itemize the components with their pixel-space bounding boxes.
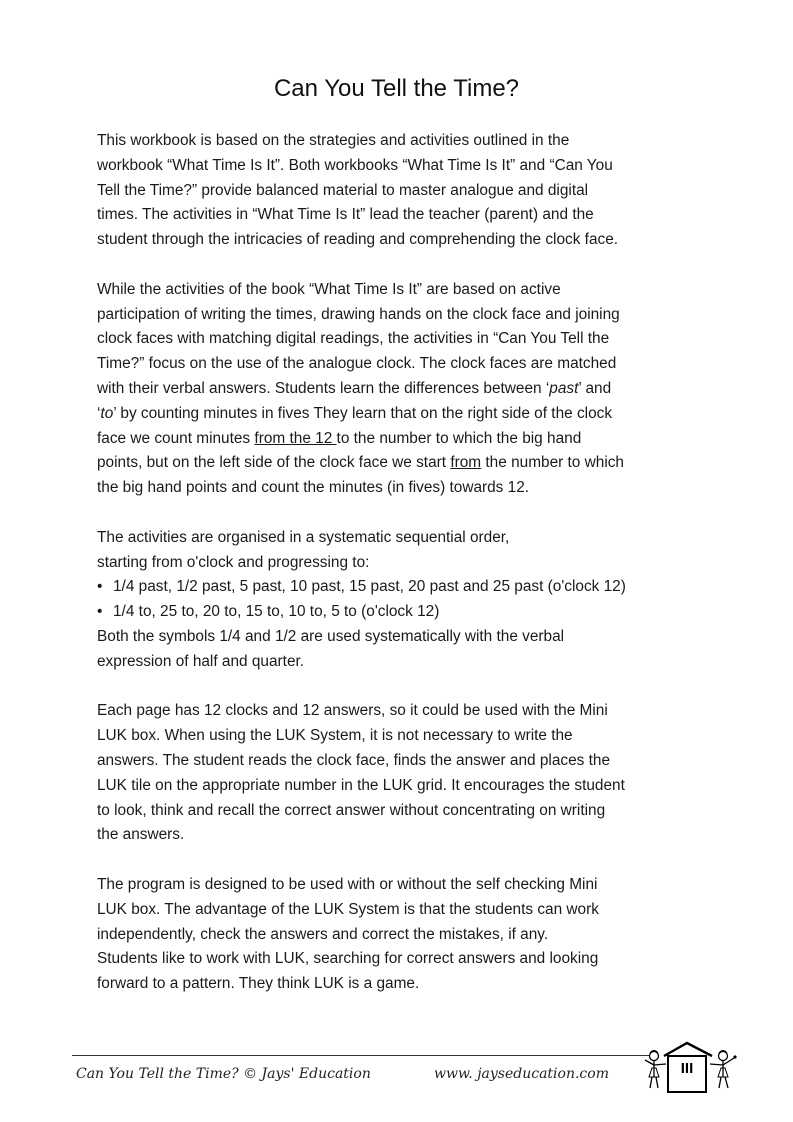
text-fragment: the number to which: [481, 454, 624, 472]
text-line: forward to a pattern. They think LUK is a game.: [97, 975, 420, 993]
bullet-text: 1/4 past, 1/2 past, 5 past, 10 past, 15 past, 20 past and 25 past (o'clock 12): [113, 578, 626, 596]
text-line: [97, 377, 707, 402]
italic-past: past: [549, 379, 579, 397]
text-line: expression of half and quarter.: [97, 652, 305, 670]
text-fragment: to the number to which the big hand: [336, 429, 582, 447]
text-line: LUK box. When using the LUK System, it is not necessary to write the: [97, 727, 573, 745]
text-line: participation of writing the times, drawing hands on the clock face and joining: [97, 305, 620, 323]
paragraph-intro: [97, 129, 707, 253]
bullet-item: [97, 600, 707, 625]
text-line: student through the intricacies of reading and comprehending the clock face.: [97, 231, 619, 249]
paragraph-sequence: [97, 526, 707, 675]
text-line: [97, 427, 707, 452]
text-line: to look, think and recall the correct answer without concentrating on writing: [97, 801, 606, 819]
paragraph-activities: [97, 278, 707, 501]
footer-divider: [72, 1055, 650, 1056]
footer-copyright: Can You Tell the Time? © Jays' Education: [76, 1066, 371, 1082]
text-line: independently, check the answers and correct the mistakes, if any.: [97, 925, 549, 943]
text-line: The program is designed to be used with or without the self checking Mini: [97, 875, 598, 893]
footer-website: www. jayseducation.com: [434, 1066, 609, 1082]
bullet-marker: •: [97, 603, 103, 621]
italic-to: to: [100, 404, 114, 422]
bullet-text: 1/4 to, 25 to, 20 to, 15 to, 10 to, 5 to (o'clock 12): [113, 603, 440, 621]
paragraph-luk-usage: [97, 699, 707, 848]
text-line: While the activities of the book “What Time Is It” are based on active: [97, 280, 561, 298]
text-line: Students like to work with LUK, searching for correct answers and looking: [97, 950, 599, 968]
text-line: the answers.: [97, 826, 185, 844]
text-line: LUK box. The advantage of the LUK System is that the students can work: [97, 900, 599, 918]
text-line: Time?” focus on the use of the analogue clock. The clock faces are matched: [97, 355, 617, 373]
text-line: LUK tile on the appropriate number in the LUK grid. It encourages the student: [97, 776, 625, 794]
text-line: Tell the Time?” provide balanced material to master analogue and digital: [97, 181, 589, 199]
text-line: Each page has 12 clocks and 12 answers, so it could be used with the Mini: [97, 702, 608, 720]
text-fragment: ‘: [97, 404, 101, 422]
underlined-from-the-12: from the 12: [254, 429, 337, 447]
page-title: Can You Tell the Time?: [273, 75, 520, 102]
underlined-from: from: [450, 454, 482, 472]
text-fragment: ’ by counting minutes in fives They learn that on the right side of the clock: [113, 404, 613, 422]
text-line: workbook “What Time Is It”. Both workbooks “What Time Is It” and “Can You: [97, 156, 613, 174]
text-line: [97, 402, 707, 427]
text-line: The activities are organised in a systematic sequential order,: [97, 528, 510, 546]
text-fragment: face we count minutes: [97, 429, 255, 447]
text-line: This workbook is based on the strategies and activities outlined in the: [97, 132, 570, 149]
bullet-item: [97, 575, 707, 600]
text-line: clock faces with matching digital readings, the activities in “Can You Tell the: [97, 330, 610, 348]
text-line: the big hand points and count the minutes (in fives) towards 12.: [97, 479, 530, 497]
text-line: times. The activities in “What Time Is It” lead the teacher (parent) and the: [97, 206, 594, 224]
text-line: answers. The student reads the clock face, finds the answer and places the: [97, 751, 611, 769]
text-fragment: ’ and: [578, 379, 612, 397]
paragraph-program: [97, 873, 707, 997]
text-line: [97, 451, 707, 476]
page-number: III: [680, 1060, 694, 1077]
text-fragment: points, but on the left side of the clock face we start: [97, 454, 451, 472]
text-line: starting from o'clock and progressing to:: [97, 553, 370, 571]
text-line: Both the symbols 1/4 and 1/2 are used systematically with the verbal: [97, 627, 565, 645]
bullet-marker: •: [97, 578, 103, 596]
body-text: [97, 129, 707, 1022]
text-fragment: with their verbal answers. Students learn the differences between ‘: [97, 379, 550, 397]
